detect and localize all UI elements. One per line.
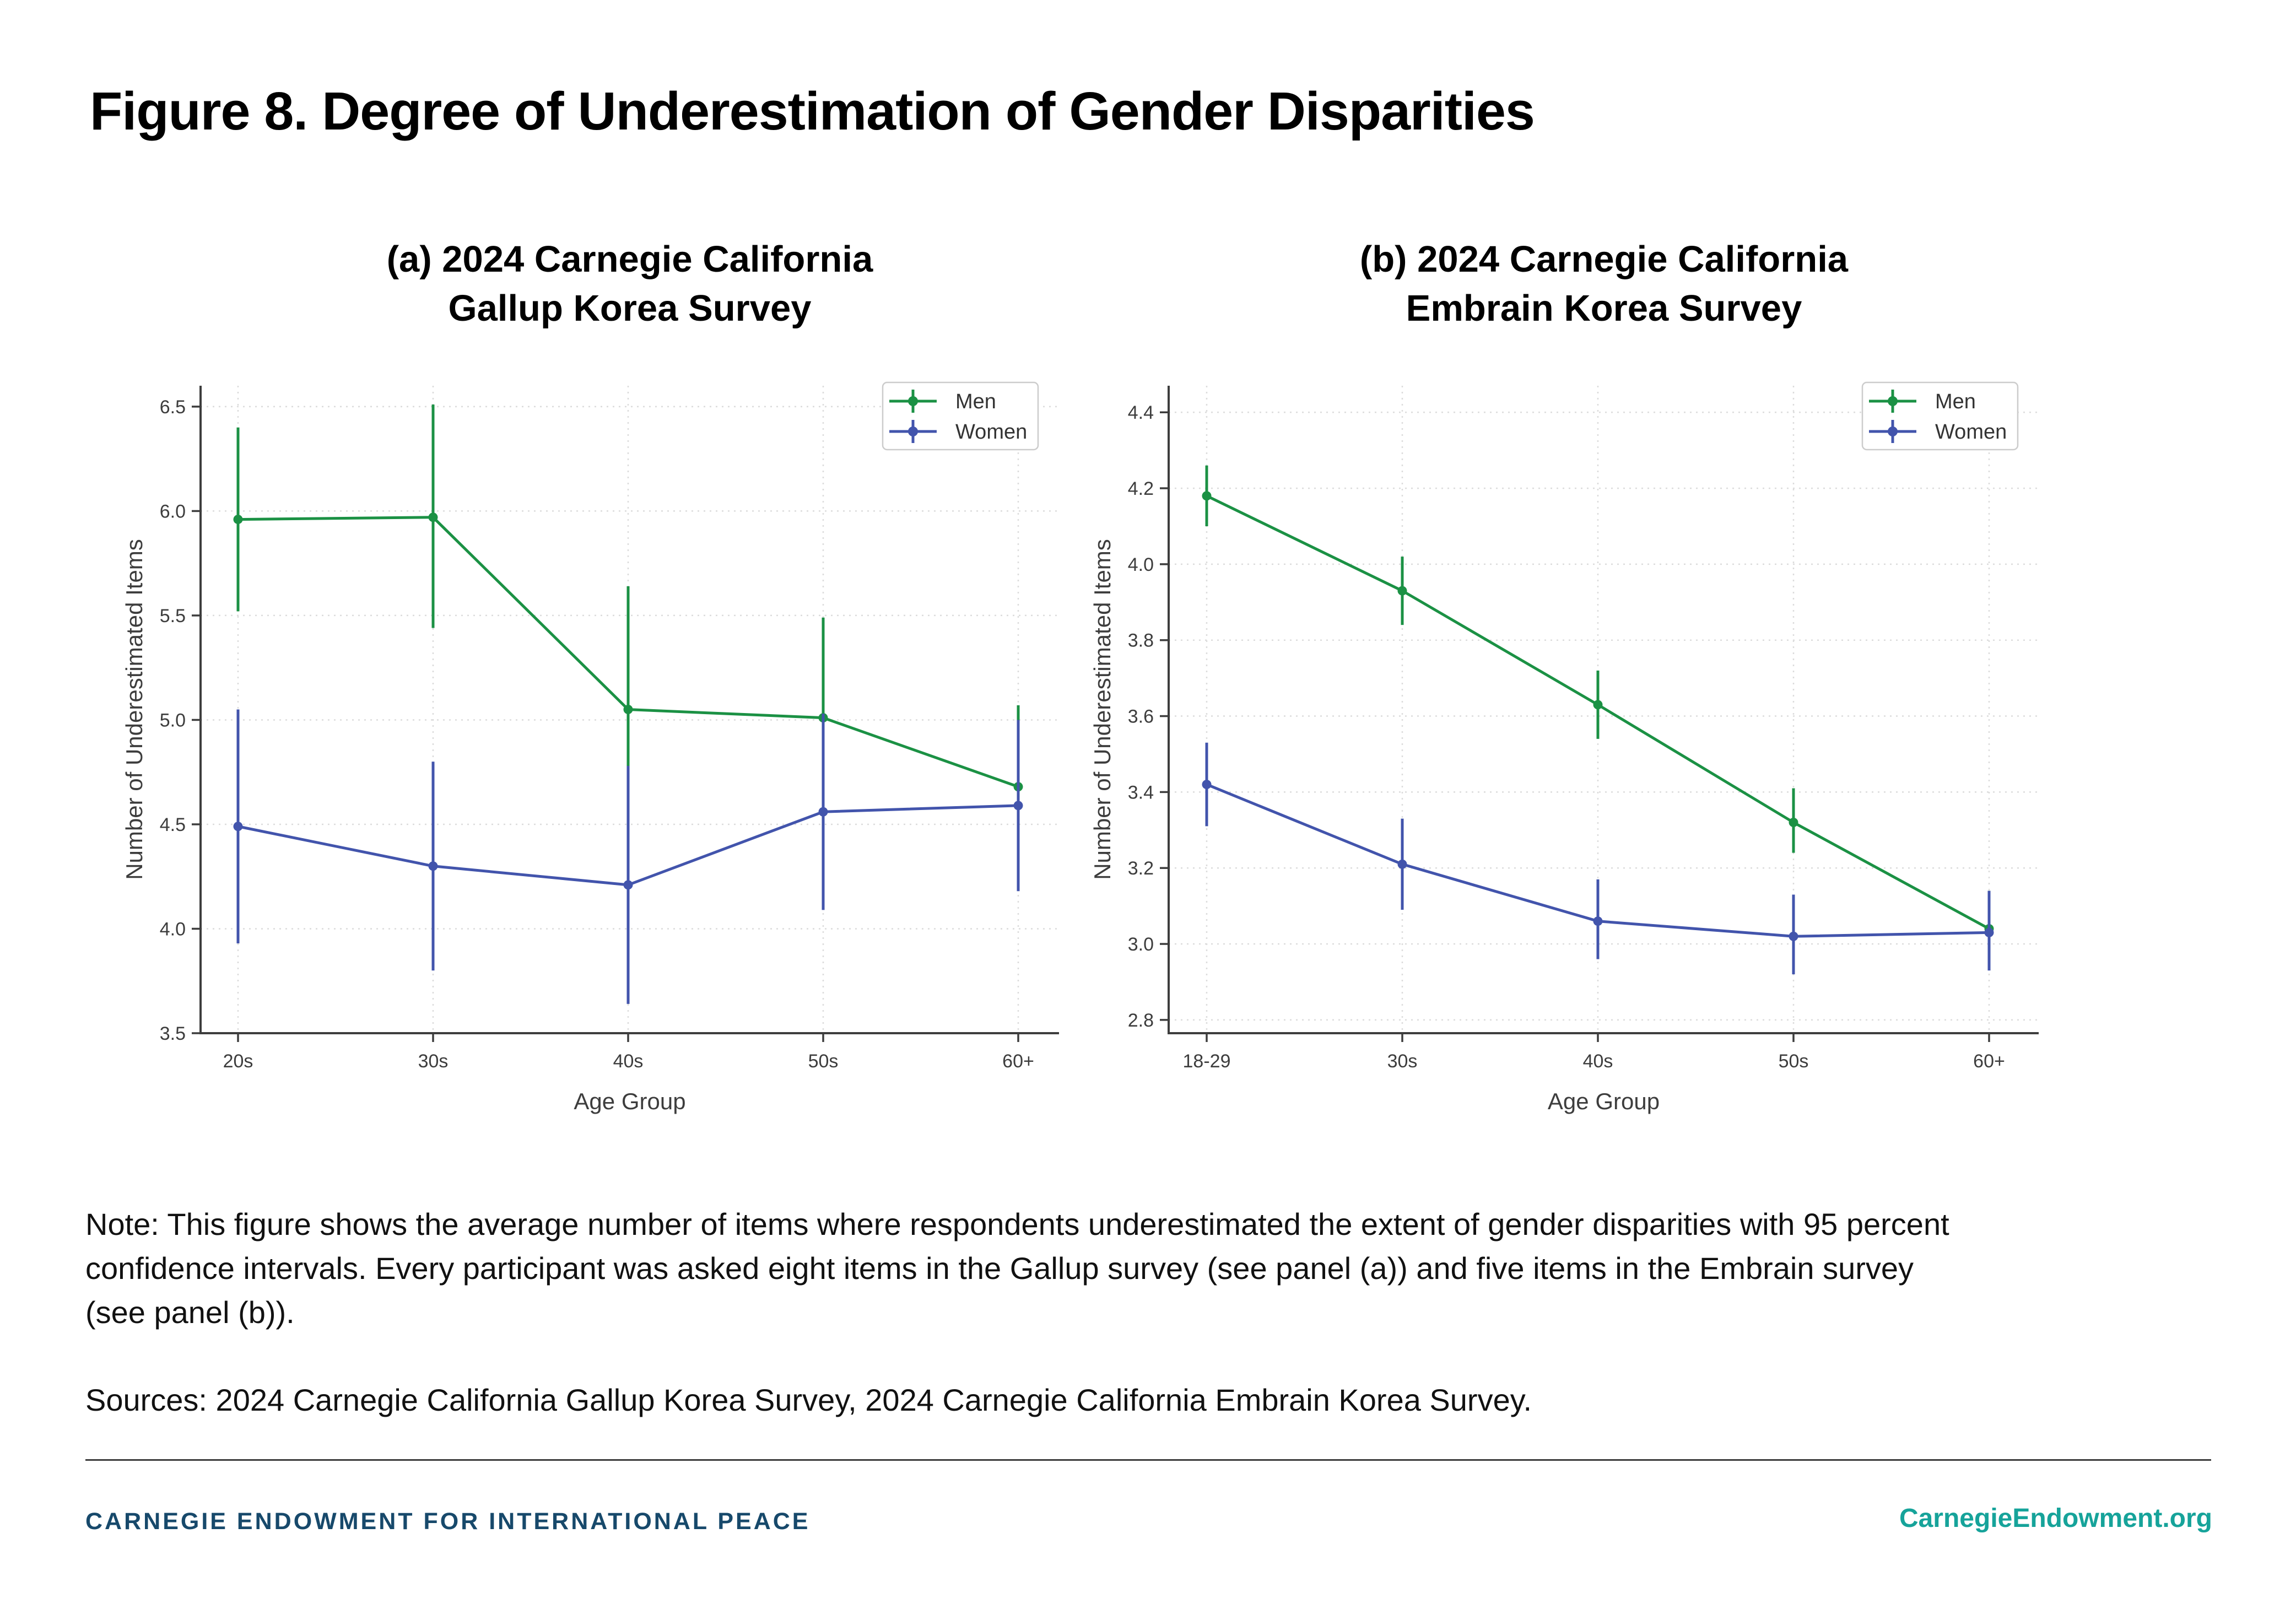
sources-text: Sources: 2024 Carnegie California Gallup Korea Survey, 2024 Carnegie California Embrain Korea Survey.: [85, 1383, 1532, 1417]
men-marker: [1789, 818, 1798, 827]
svg-text:3.2: 3.2: [1127, 858, 1154, 879]
footer-divider: [85, 1459, 2211, 1461]
legend: [1862, 382, 2018, 450]
svg-text:6.5: 6.5: [159, 396, 186, 418]
panel-a-title-line2: Gallup Korea Survey: [448, 288, 812, 330]
svg-text:50s: 50s: [808, 1051, 839, 1072]
panel-b-chart: [1069, 347, 2094, 1152]
x-axis: [223, 1033, 1034, 1072]
svg-text:3.6: 3.6: [1127, 706, 1154, 727]
women-marker: [1789, 932, 1798, 941]
legend-label-women: Women: [955, 420, 1028, 444]
svg-text:50s: 50s: [1778, 1051, 1809, 1072]
women-marker: [624, 880, 633, 889]
women-marker: [1985, 928, 1994, 937]
x-axis: [1183, 1033, 2005, 1072]
panel-a-title: [288, 235, 971, 333]
figure-title: Figure 8. Degree of Underestimation of Gender Disparities: [90, 81, 1535, 141]
svg-text:60+: 60+: [1002, 1051, 1034, 1072]
series-women: [1202, 743, 1994, 974]
panel-a-title-line1: (a) 2024 Carnegie California: [386, 239, 873, 280]
women-marker: [429, 861, 438, 871]
women-marker: [819, 807, 828, 817]
legend-label-men: Men: [1935, 390, 1976, 413]
svg-text:4.4: 4.4: [1127, 402, 1154, 424]
panel-b-title-line1: (b) 2024 Carnegie California: [1359, 239, 1849, 280]
svg-text:40s: 40s: [613, 1051, 644, 1072]
x-axis-title: Age Group: [574, 1088, 686, 1114]
svg-text:4.0: 4.0: [1127, 554, 1154, 575]
svg-text:4.2: 4.2: [1127, 478, 1154, 500]
panel-a-svg: [77, 347, 1102, 1152]
women-marker: [1593, 916, 1603, 926]
svg-text:3.8: 3.8: [1127, 630, 1154, 651]
women-marker: [1398, 860, 1407, 869]
svg-text:20s: 20s: [223, 1051, 253, 1072]
panel-b-svg: [1069, 347, 2094, 1152]
note-line-1: Note: This figure shows the average number of items where respondents underestimated the extent of gender disparities with 95 percent: [85, 1207, 1949, 1241]
svg-text:3.0: 3.0: [1127, 934, 1154, 955]
panel-a-chart: [77, 347, 1102, 1152]
men-marker: [1593, 700, 1603, 709]
svg-text:30s: 30s: [418, 1051, 449, 1072]
panel-b-title-line2: Embrain Korea Survey: [1406, 288, 1802, 330]
men-marker: [234, 515, 243, 524]
x-axis-title: Age Group: [1547, 1088, 1660, 1114]
svg-text:2.8: 2.8: [1127, 1009, 1154, 1031]
y-axis: [1128, 402, 1169, 1031]
svg-text:4.0: 4.0: [159, 919, 186, 940]
svg-text:30s: 30s: [1387, 1051, 1418, 1072]
svg-text:60+: 60+: [1973, 1051, 2005, 1072]
svg-text:5.0: 5.0: [159, 710, 186, 731]
women-marker: [1202, 780, 1212, 789]
svg-text:18-29: 18-29: [1182, 1051, 1231, 1072]
women-marker: [1014, 801, 1023, 810]
men-marker: [624, 705, 633, 714]
legend-label-women: Women: [1935, 420, 2007, 444]
svg-text:4.5: 4.5: [159, 814, 186, 835]
svg-text:3.4: 3.4: [1127, 782, 1154, 803]
svg-text:6.0: 6.0: [159, 501, 186, 522]
svg-text:5.5: 5.5: [159, 605, 186, 627]
men-marker: [1202, 491, 1212, 500]
y-axis: [160, 397, 201, 1044]
svg-text:3.5: 3.5: [159, 1023, 186, 1044]
note-line-2: confidence intervals. Every participant was asked eight items in the Gallup survey (see panel (a)) and five items in the Embrain survey: [85, 1251, 1914, 1286]
legend: [883, 382, 1038, 450]
svg-text:40s: 40s: [1582, 1051, 1613, 1072]
women-marker: [234, 822, 243, 831]
note-text: [85, 1202, 1949, 1335]
men-marker: [429, 512, 438, 522]
footer-org-name: CARNEGIE ENDOWMENT FOR INTERNATIONAL PEACE: [85, 1508, 811, 1535]
y-axis-title: Number of Underestimated Items: [121, 539, 147, 880]
y-axis-title: Number of Underestimated Items: [1089, 539, 1115, 880]
legend-label-men: Men: [955, 390, 996, 413]
footer-website-link[interactable]: CarnegieEndowment.org: [1899, 1504, 2212, 1533]
men-marker: [1398, 586, 1407, 596]
panel-b-title: [1262, 235, 1946, 333]
note-line-3: (see panel (b)).: [85, 1295, 295, 1330]
